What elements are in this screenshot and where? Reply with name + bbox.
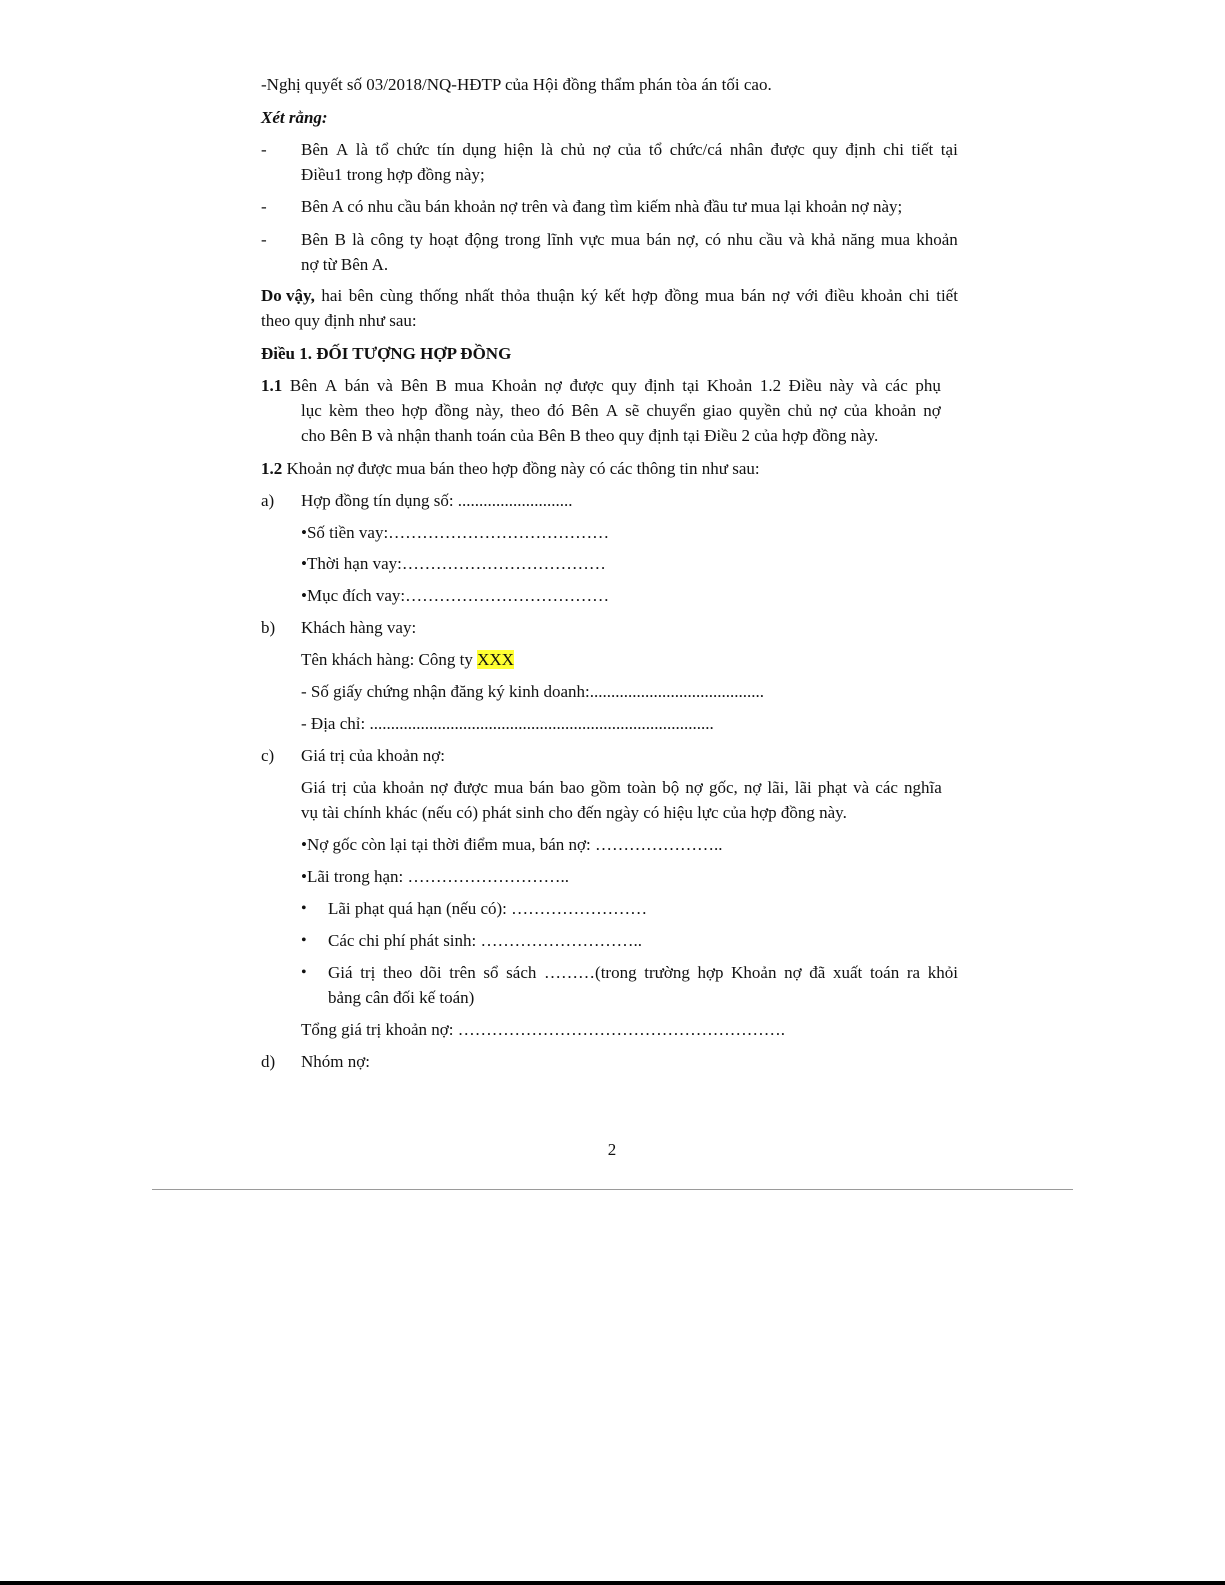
xet-rang-item-3-line-1: [301, 228, 958, 252]
lai-phat: Lãi phạt quá hạn (nếu có): ……………………: [328, 899, 648, 918]
word: tiết: [936, 286, 958, 305]
lai-trong-han: •Lãi trong hạn: ………………………..: [301, 867, 570, 886]
company-name-highlight: XXX: [477, 650, 514, 669]
word: đồng: [434, 401, 469, 420]
word: nợ: [685, 778, 703, 797]
word: toàn: [626, 778, 657, 797]
khoan-1-2-number: 1.2: [261, 459, 283, 478]
word: và: [376, 376, 393, 395]
word: khỏi: [927, 963, 958, 982]
word: mua: [880, 230, 911, 249]
word: phụ: [915, 376, 941, 395]
thoi-han-vay: •Thời hạn vay:………………………………: [301, 554, 606, 573]
word: ………(trong: [544, 963, 637, 982]
word: lĩnh: [546, 230, 574, 249]
word: được: [453, 778, 488, 797]
word: được: [569, 376, 604, 395]
khoan-1-1-line-2: [301, 399, 941, 423]
xet-rang-heading: Xét rằng:: [261, 108, 328, 127]
word: hợp: [631, 286, 658, 305]
word: A: [605, 401, 618, 420]
word: theo: [382, 963, 413, 982]
word: công: [370, 230, 404, 249]
word: nghĩa: [904, 778, 942, 797]
item-c-label: c): [261, 746, 275, 765]
item-c-text: Giá trị của khoản nợ:: [301, 746, 446, 765]
word: hiện: [503, 140, 534, 159]
word: thỏa: [500, 286, 530, 305]
word: tín: [436, 140, 455, 159]
word: và: [788, 230, 805, 249]
word: thống: [419, 286, 459, 305]
word: theo: [365, 401, 395, 420]
gia-tri-so-sach-line-2: bảng cân đối kế toán): [328, 988, 475, 1007]
word: gốc,: [708, 778, 738, 797]
word: bán: [344, 376, 370, 395]
word: cầu: [758, 230, 783, 249]
word: chức: [396, 140, 430, 159]
dia-chi: - Địa chỉ: .................................................................................: [301, 714, 714, 733]
page-number: 2: [607, 1140, 617, 1159]
word: bán: [646, 230, 671, 249]
word: mua: [494, 778, 524, 797]
dash-marker: -: [261, 140, 267, 159]
word: nợ: [923, 401, 941, 420]
word: đã: [809, 963, 826, 982]
word: và: [853, 778, 870, 797]
word: ty: [409, 230, 423, 249]
gia-tri-line-1: [301, 776, 942, 800]
khoan-1-1-line-1: [261, 374, 941, 398]
word: nợ: [784, 963, 802, 982]
word: hai: [321, 286, 343, 305]
word: trị: [360, 963, 376, 982]
so-tien-vay: •Số tiền vay:…………………………………: [301, 523, 610, 542]
khoan-1-2-text: Khoản nợ được mua bán theo hợp đồng này có các thông tin như sau:: [286, 459, 760, 478]
nghi-quyet-line: -Nghị quyết số 03/2018/NQ-HĐTP của Hội đồng thẩm phán tòa án tối cao.: [261, 75, 772, 94]
word: nợ: [430, 778, 448, 797]
chi-phi: Các chi phí phát sinh: ………………………..: [328, 931, 643, 950]
word: tiết: [911, 140, 934, 159]
word: Bên: [289, 376, 318, 395]
word: nợ: [743, 778, 762, 797]
word: điều: [824, 286, 855, 305]
khoan-1-2-line: [261, 457, 760, 481]
bottom-edge: [0, 1581, 1225, 1585]
word: định: [644, 376, 675, 395]
word: sổ: [483, 963, 499, 982]
word: chủ: [787, 401, 813, 420]
khoan-1-1-line-3: cho Bên B và nhận thanh toán của Bên B theo quy định tại Điều 2 của hợp đồng này.: [301, 426, 879, 445]
word: A: [324, 376, 338, 395]
word: dụng: [462, 140, 497, 159]
bullet-icon: •: [301, 964, 307, 981]
word: ra: [906, 963, 921, 982]
word: sẽ: [625, 401, 640, 420]
word: có: [705, 230, 722, 249]
word: A: [335, 140, 349, 159]
word: kết: [604, 286, 626, 305]
item-a-label: a): [261, 491, 275, 510]
ten-khach-hang-line: [301, 648, 514, 672]
word: B: [435, 376, 447, 395]
dieu-1-heading: Điều 1. ĐỐI TƯỢNG HỢP ĐỒNG: [261, 344, 512, 363]
word: nhất: [464, 286, 495, 305]
word: chuyển: [646, 401, 696, 420]
word: của: [843, 401, 868, 420]
gia-tri-so-sach-line-1: [328, 961, 958, 985]
word: này,: [475, 401, 504, 420]
xet-rang-item-1-line-1: [301, 138, 958, 162]
tong-gia-tri: Tổng giá trị khoản nợ: ………………………………………………….: [301, 1020, 786, 1039]
word: Khoản: [706, 376, 753, 395]
word: bên: [348, 286, 374, 305]
muc-dich-vay: •Mục đích vay:………………………………: [301, 586, 610, 605]
ten-khach-hang-label: Tên khách hàng: Công ty: [301, 650, 478, 669]
word: bao: [560, 778, 585, 797]
word: xuất: [833, 963, 863, 982]
word: giao: [702, 401, 732, 420]
word: nhân: [729, 140, 763, 159]
word: tổ: [375, 140, 389, 159]
word: theo: [510, 401, 540, 420]
word: khoản: [860, 286, 903, 305]
word: phạt: [817, 778, 848, 797]
item-d-text: Nhóm nợ:: [301, 1052, 370, 1071]
word: được: [770, 140, 805, 159]
word: nhu: [727, 230, 753, 249]
word: mua: [610, 230, 641, 249]
line-lead-bold: Do vậy,: [261, 286, 315, 305]
word: tại: [682, 376, 700, 395]
word: là: [355, 140, 369, 159]
word: Giá: [328, 963, 353, 982]
word: của: [617, 140, 642, 159]
word: trường: [644, 963, 690, 982]
word: và: [861, 376, 878, 395]
word: năng: [841, 230, 875, 249]
word: hoạt: [429, 230, 459, 249]
gia-tri-line-2: vụ tài chính khác (nếu có) phát sinh cho đến ngày có hiệu lực của hợp đồng này.: [301, 803, 847, 822]
word: động: [464, 230, 499, 249]
word: mua: [454, 376, 484, 395]
word: nợ: [819, 401, 837, 420]
item-b-label: b): [261, 618, 276, 637]
dash-marker: -: [261, 197, 267, 216]
do-vay-line-1: [261, 284, 958, 308]
word: của: [352, 778, 377, 797]
word: nợ: [592, 140, 611, 159]
word: hợp: [401, 401, 428, 420]
word: khoản: [382, 778, 425, 797]
word: sách: [506, 963, 537, 982]
bullet-icon: •: [301, 932, 307, 949]
xet-rang-item-1-line-2: Điều1 trong hợp đồng này;: [301, 165, 485, 184]
no-goc: •Nợ gốc còn lại tại thời điểm mua, bán nợ: …………………..: [301, 835, 723, 854]
word: trên: [449, 963, 476, 982]
word: chi: [908, 286, 930, 305]
word: quy: [812, 140, 838, 159]
item-d-label: d): [261, 1052, 276, 1071]
xet-rang-item-3-line-2: nợ từ Bên A.: [301, 255, 389, 274]
word: Khoản: [731, 963, 777, 982]
word: quy: [611, 376, 637, 395]
word: bán: [529, 778, 554, 797]
word: Khoản: [491, 376, 537, 395]
word: đó: [547, 401, 565, 420]
word: 1.2: [759, 376, 782, 395]
word: bộ: [662, 778, 680, 797]
word: B: [334, 230, 346, 249]
so-giay-chung-nhan: - Số giấy chứng nhận đăng ký kinh doanh:.........................................: [301, 682, 764, 701]
word: kèm: [328, 401, 359, 420]
item-a-text: Hợp đồng tín dụng số: ...........................: [301, 491, 573, 510]
word: là: [352, 230, 365, 249]
word: Giá: [301, 778, 326, 797]
word: đồng: [664, 286, 699, 305]
bullet-icon: •: [301, 900, 307, 917]
word: chức/cá: [669, 140, 723, 159]
word: trong: [504, 230, 541, 249]
word: nợ: [772, 286, 790, 305]
xet-rang-item-2: Bên A có nhu cầu bán khoản nợ trên và đang tìm kiếm nhà đầu tư mua lại khoản nợ này;: [301, 197, 903, 216]
word: Bên: [571, 401, 599, 420]
word: mua: [705, 286, 735, 305]
word: là: [540, 140, 554, 159]
line-lead-bold: 1.1: [261, 376, 283, 395]
word: này: [829, 376, 854, 395]
word: khoản: [874, 401, 917, 420]
word: chi: [883, 140, 904, 159]
word: vực: [579, 230, 605, 249]
item-b-text: Khách hàng vay:: [301, 618, 417, 637]
word: dõi: [419, 963, 442, 982]
word: quyền: [738, 401, 781, 420]
word: định: [845, 140, 876, 159]
word: lãi,: [767, 778, 789, 797]
word: thuận: [536, 286, 575, 305]
word: các: [885, 376, 908, 395]
word: trị: [331, 778, 347, 797]
word: tại: [940, 140, 958, 159]
word: Điều: [788, 376, 822, 395]
word: gồm: [590, 778, 621, 797]
word: Bên: [301, 230, 329, 249]
word: với: [796, 286, 819, 305]
word: chủ: [560, 140, 586, 159]
word: khả: [810, 230, 836, 249]
word: toán: [869, 963, 900, 982]
word: bán: [740, 286, 766, 305]
page-divider: [152, 1189, 1073, 1190]
word: cùng: [379, 286, 413, 305]
word: các: [875, 778, 898, 797]
word: nợ: [544, 376, 562, 395]
word: khoản: [916, 230, 958, 249]
word: nợ,: [677, 230, 699, 249]
word: lục: [301, 401, 322, 420]
word: Bên: [301, 140, 329, 159]
dash-marker: -: [261, 230, 267, 249]
word: tổ: [648, 140, 663, 159]
word: ký: [580, 286, 598, 305]
word: Bên: [400, 376, 428, 395]
word: lãi: [794, 778, 812, 797]
word: hợp: [697, 963, 724, 982]
do-vay-line-2: theo quy định như sau:: [261, 311, 417, 330]
